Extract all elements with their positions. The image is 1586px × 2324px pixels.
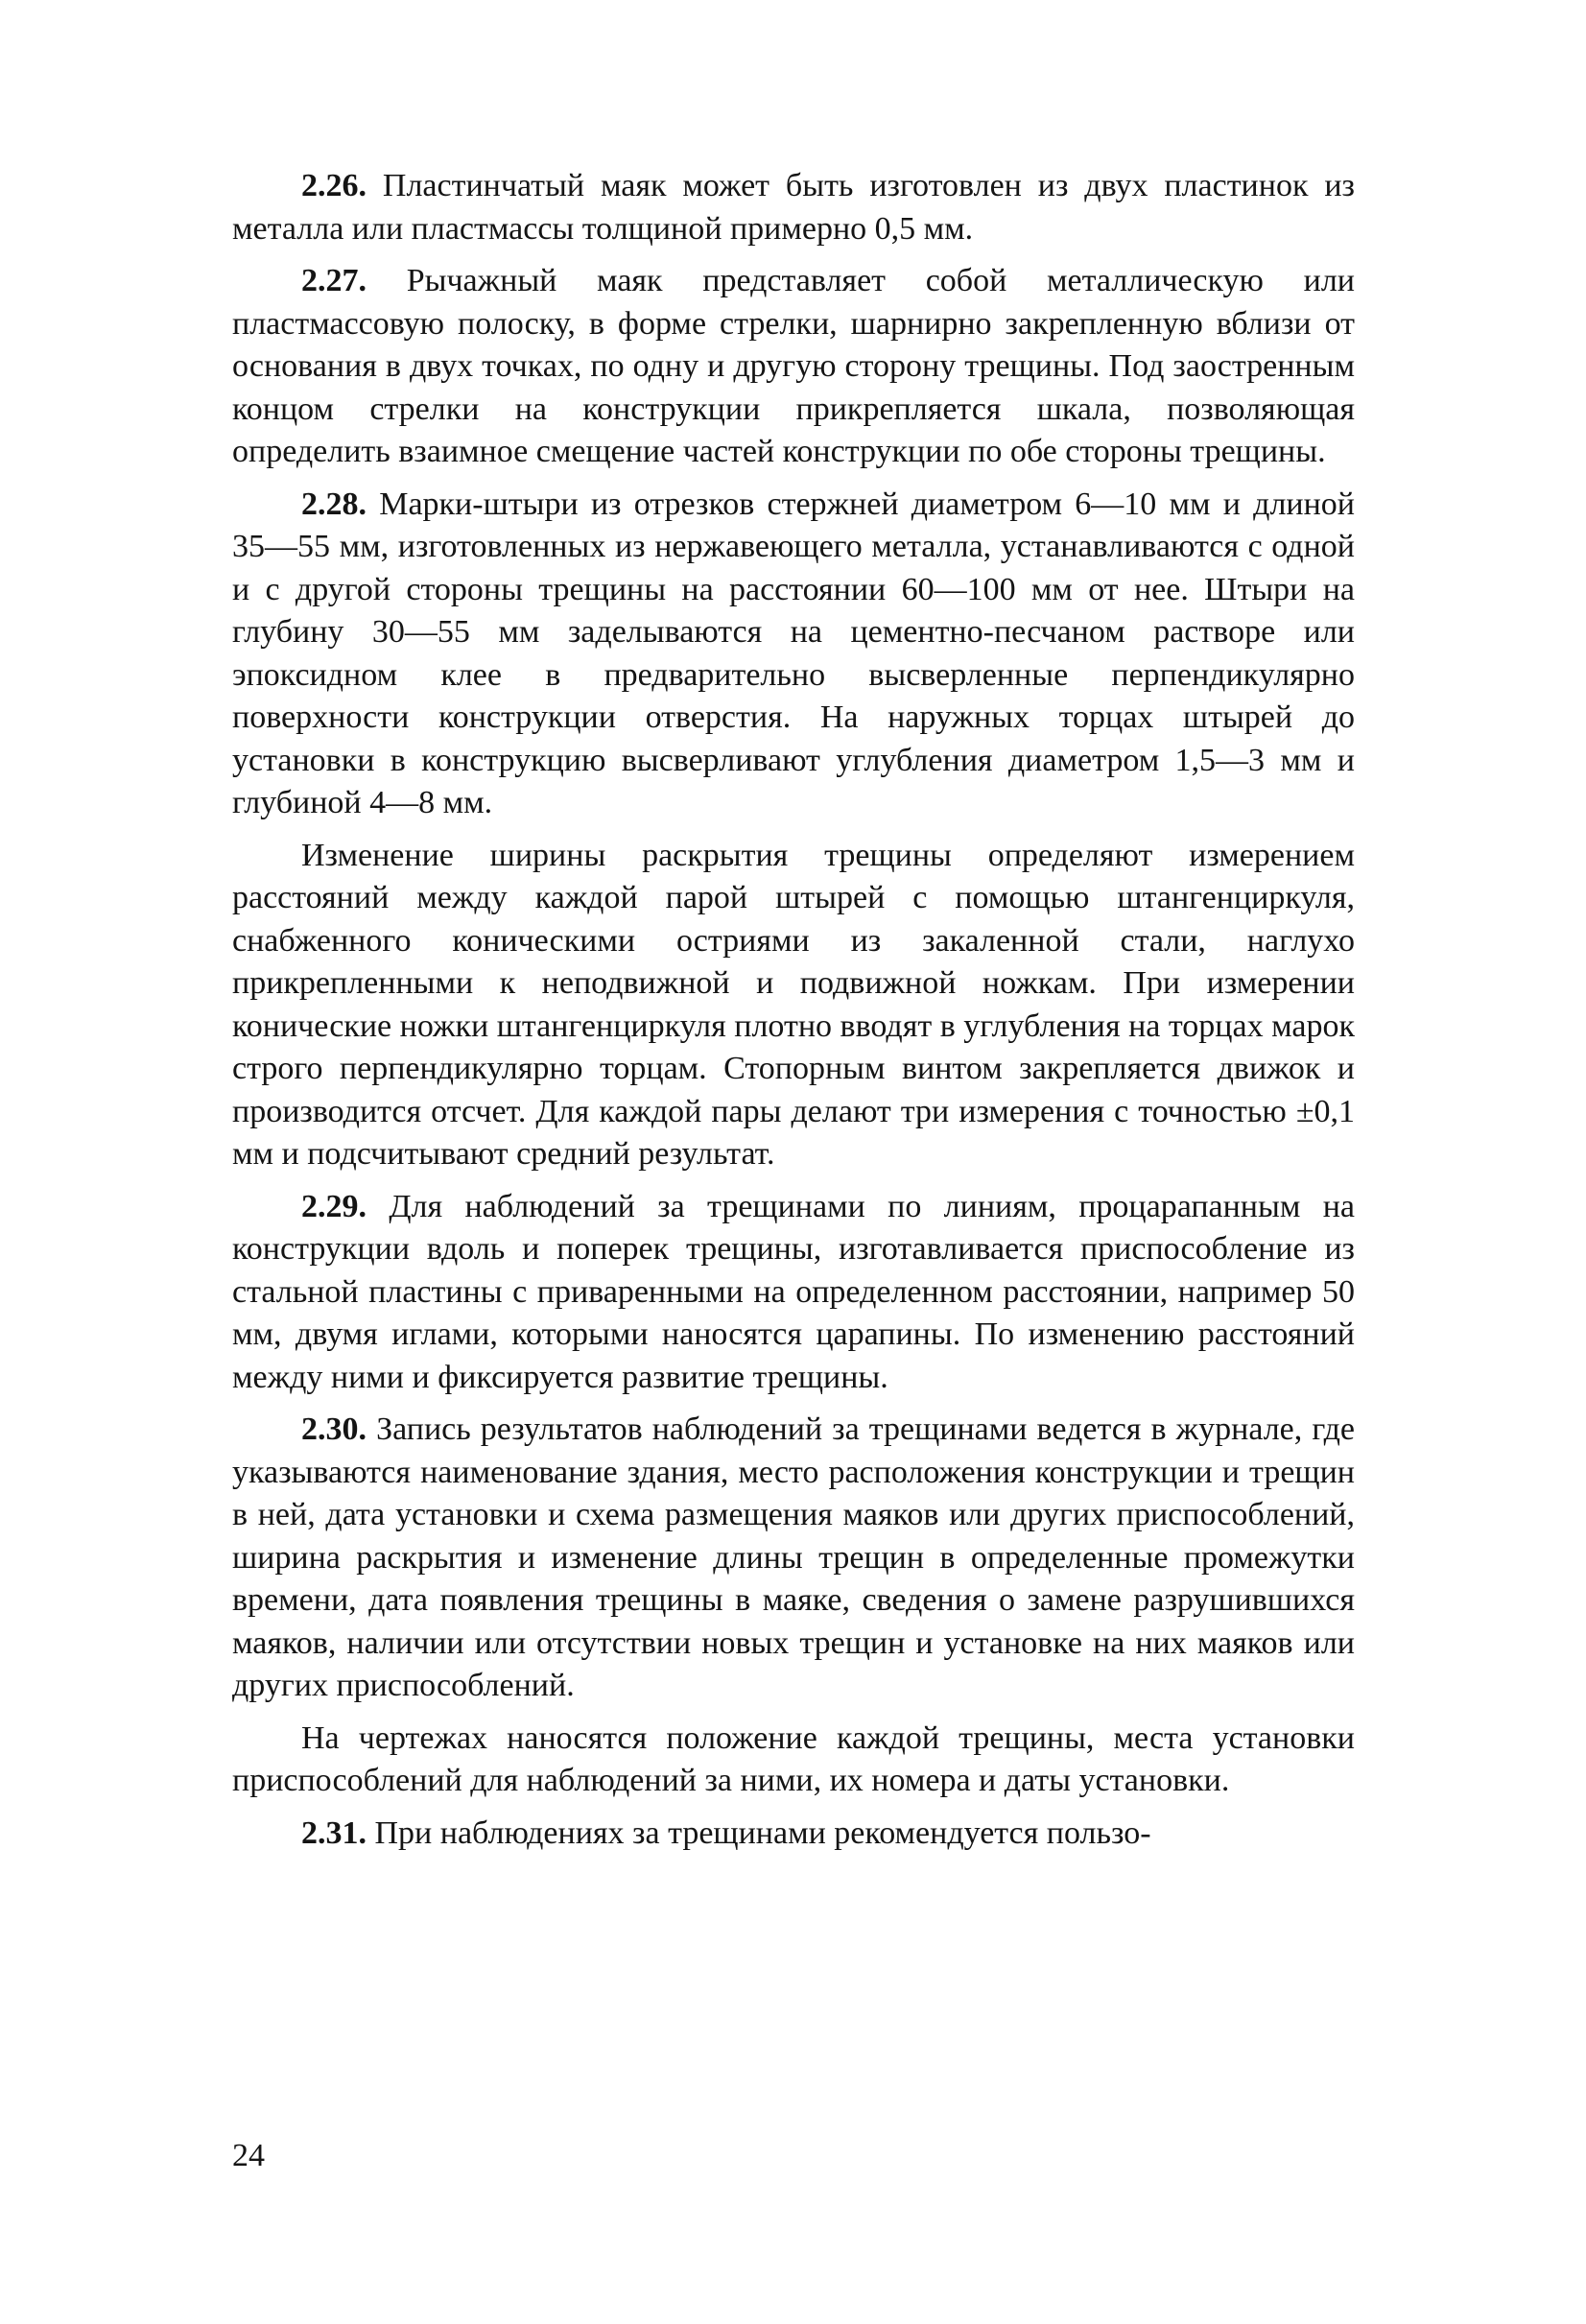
page-number: 24 (232, 2138, 265, 2173)
page-body (232, 165, 1355, 1855)
clause-number: 2.26. (301, 168, 367, 203)
paragraph-text: Рычажный маяк представляет собой металлическую или пластмассовую полоску, в форме стрелки, шарнирно закрепленную вблизи от основания в двух точках, по одну и другую сторону трещины. Под заостренным концом стрелки на конструкции прикрепляется шкала, позволяющая определить взаимное смещение частей конструкции по обе стороны трещины. (232, 263, 1355, 469)
paragraph-text: Для наблюдений за трещинами по линиям, процарапанным на конструкции вдоль и поперек трещины, изготавливается приспособление из стальной пластины с приваренными на определенном расстоянии, например 50 мм, двумя иглами, которыми наносятся царапины. По изменению расстояний между ними и фиксируется развитие трещины. (232, 1188, 1355, 1395)
paragraph-2-29 (232, 1186, 1355, 1400)
paragraph-text: Пластинчатый маяк может быть изготовлен из двух пластинок из металла или пластмассы толщиной примерно 0,5 мм. (232, 168, 1355, 247)
paragraph-2-27 (232, 260, 1355, 474)
paragraph-drawings (232, 1718, 1355, 1803)
paragraph-2-30 (232, 1409, 1355, 1708)
paragraph-2-31 (232, 1813, 1355, 1856)
paragraph-text: При наблюдениях за трещинами рекомендуется пользо- (367, 1814, 1151, 1851)
clause-number: 2.30. (301, 1411, 367, 1447)
paragraph-text: Марки-штыри из отрезков стержней диаметром 6—10 мм и длиной 35—55 мм, изготовленных из нержавеющего металла, устанавливаются с одной и с другой стороны трещины на расстоянии 60—100 мм от нее. Штыри на глубину 30—55 мм заделываются на цементно-песчаном растворе или эпоксидном клее в предварительно высверленные перпендикулярно поверхности конструкции отверстия. На наружных торцах штырей до установки в конструкцию высверливают углубления диаметром 1,5—3 мм и глубиной 4—8 мм. (232, 486, 1355, 820)
paragraph-measurement (232, 835, 1355, 1176)
paragraph-text: Изменение ширины раскрытия трещины определяют измерением расстояний между каждой парой штырей с помощью штангенциркуля, снабженного коническими остриями из закаленной стали, наглухо прикрепленными к неподвижной и подвижной ножкам. При измерении конические ножки штангенциркуля плотно вводят в углубления на торцах марок строго перпендикулярно торцам. Стопорным винтом закрепляется движок и производится отсчет. Для каждой пары делают три измерения с точностью ±0,1 мм и подсчитывают средний результат. (232, 837, 1355, 1172)
clause-number: 2.29. (301, 1188, 367, 1224)
paragraph-2-28 (232, 484, 1355, 825)
paragraph-text: На чертежах наносятся положение каждой трещины, места установки приспособлений для наблюдений за ними, их номера и даты установки. (232, 1719, 1355, 1798)
paragraph-2-26 (232, 165, 1355, 250)
clause-number: 2.28. (301, 486, 367, 522)
clause-number: 2.27. (301, 263, 367, 298)
paragraph-text: Запись результатов наблюдений за трещинами ведется в журнале, где указываются наименование здания, место расположения конструкции и трещин в ней, дата установки и схема размещения маяков или других приспособлений, ширина раскрытия и изменение длины трещин в определенные промежутки времени, дата появления трещины в маяке, сведения о замене разрушившихся маяков, наличии или отсутствии новых трещин и установке на них маяков или других приспособлений. (232, 1411, 1355, 1703)
clause-number: 2.31. (301, 1814, 367, 1851)
